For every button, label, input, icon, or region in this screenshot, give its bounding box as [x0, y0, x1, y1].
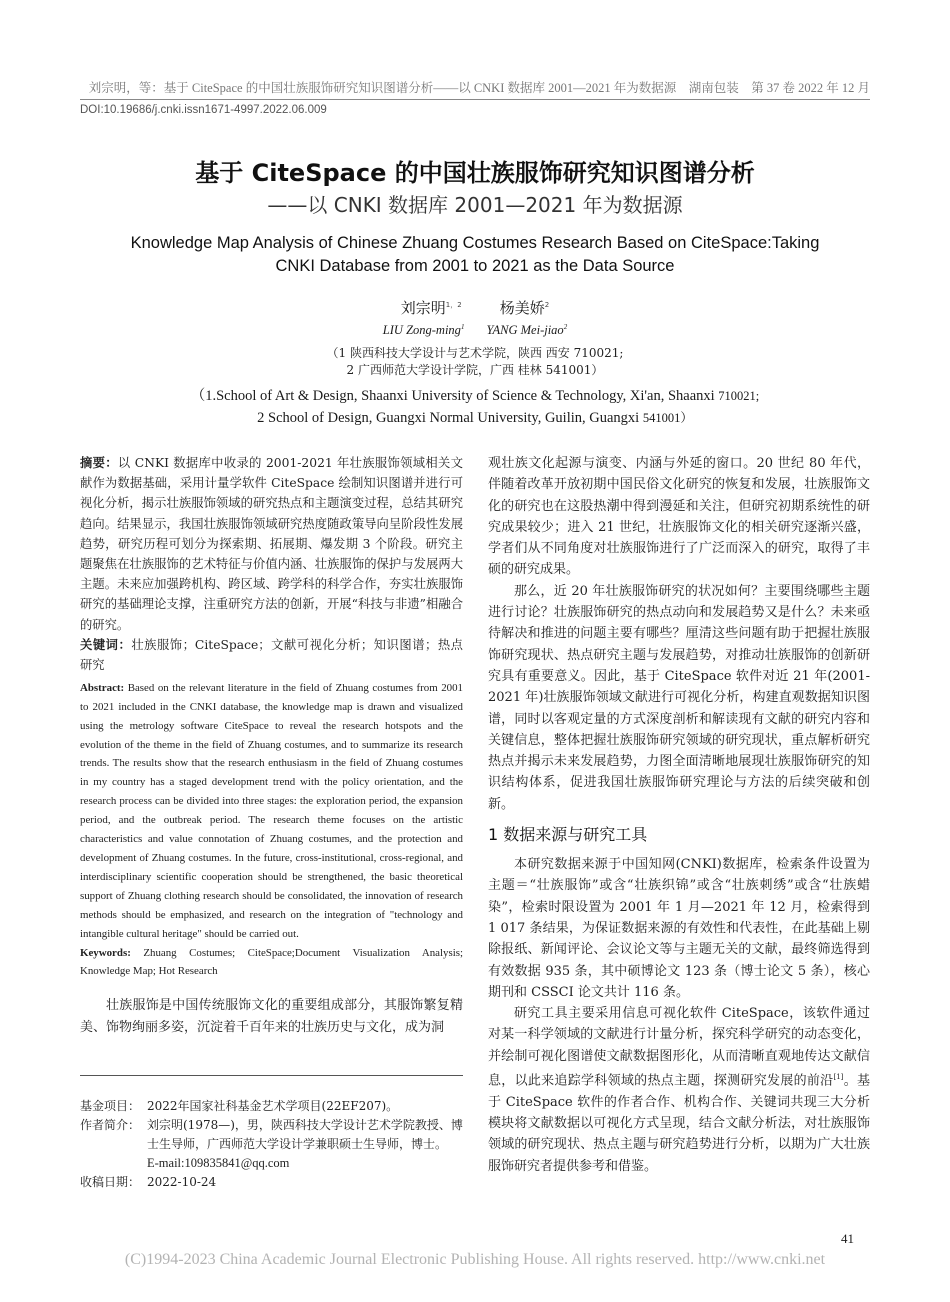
- left-column: [80, 453, 463, 1038]
- affiliation-en-line1-text: （1.School of Art & Design, Shaanxi University of Science & Technology, Xi'an, Shaanxi: [190, 388, 715, 404]
- author1-en-marker: 1: [460, 323, 465, 331]
- abstract-en-label: Abstract:: [80, 681, 125, 694]
- author-email: E-mail:109835841@qq.com: [147, 1156, 290, 1170]
- body-paragraph-4-part1: 研究工具主要采用信息可视化软件 CiteSpace，该软件通过对某一科学领域的文献进行计量分析，探究科学研究的动态变化，并绘制可视化图谱使文献数据图形化，从而清晰直观地传达文献信息，以此来追踪学科领域的热点主题，探测研究发展的前沿: [488, 1006, 870, 1089]
- authors-english: [0, 323, 950, 338]
- author1-name-en: LIU Zong-ming: [382, 323, 461, 338]
- author2-affil-marker: 2: [544, 301, 550, 309]
- affiliation-en-line2: [0, 407, 950, 429]
- footnote: [80, 1097, 465, 1192]
- author-bio-text: 刘宗明(1978—)，男，陕西科技大学设计艺术学院教授、博士生导师，广西师范大学设计学兼职硕士生导师，博士。: [147, 1118, 463, 1151]
- affiliation-en-line2-text: 2 School of Design, Guangxi Normal University, Guilin, Guangxi: [257, 410, 640, 426]
- abstract-cn-label: 摘要：: [80, 456, 118, 470]
- author-bio-label: 作者简介：: [80, 1118, 141, 1132]
- header-rule: [80, 99, 870, 100]
- section-1-heading: 1 数据来源与研究工具: [488, 825, 648, 845]
- authors-chinese: [0, 297, 950, 318]
- running-head: 刘宗明，等：基于 CiteSpace 的中国壮族服饰研究知识图谱分析——以 CNKI 数据库 2001—2021 年为数据源 湖南包装 第 37 卷 2022 年 12 月: [88, 81, 870, 95]
- doi: DOI:10.19686/j.cnki.issn1671-4997.2022.06.009: [80, 104, 327, 116]
- affiliation-cn-line1: （1 陕西科技大学设计与艺术学院，陕西 西安 710021;: [326, 346, 624, 360]
- fund-label: 基金项目：: [80, 1099, 141, 1113]
- title-chinese: 基于 CiteSpace 的中国壮族服饰研究知识图谱分析: [195, 159, 755, 187]
- copyright-watermark: (C)1994-2023 China Academic Journal Electronic Publishing House. All rights reserved. http://www.cnki.net: [124, 1251, 826, 1268]
- intro-paragraph-right: 观壮族文化起源与演变、内涵与外延的窗口。20 世纪 80 年代，伴随着改革开放初期中国民俗文化研究的恢复和发展，壮族服饰文化的研究也在这股热潮中得到漫延和关注，但研究初期系统性的研究成果较少；进入 21 世纪，壮族服饰文化的相关研究逐渐兴盛，学者们从不同角度对壮族服饰进行了广泛而深入的研究，取得了丰硕的研究成果。: [488, 456, 870, 578]
- abstract-cn-text: 以 CNKI 数据库中收录的 2001-2021 年壮族服饰领域相关文献作为数据基础，采用计量学软件 CiteSpace 绘制知识图谱并进行可视化分析，揭示壮族服饰领域的研究热点和主题演变过程，总结其研究趋向。结果显示，我国壮族服饰领域研究热度随政策导向呈阶段性发展趋势，研究历程可划分为探索期、拓展期、爆发期 3 个阶段。研究主题聚焦在壮族服饰的艺术特征与价值内涵、壮族服饰的保护与发展两大主题。未来应加强跨机构、跨区域、跨学科的科学合作，夯实壮族服饰研究的基础理论支撑，注重研究方法的创新，开展“科技与非遗”相融合的研究。: [80, 456, 463, 632]
- right-column: [488, 453, 870, 1177]
- footnote-rule: [80, 1075, 463, 1076]
- keywords-cn-text: 壮族服饰；CiteSpace；文献可视化分析；知识图谱；热点研究: [80, 637, 463, 672]
- keywords-chinese: [80, 635, 463, 675]
- body-paragraph-2: 那么，近 20 年壮族服饰研究的状况如何？主要围绕哪些主题进行讨论？壮族服饰研究的热点动向和发展趋势又是什么？未来亟待解决和推进的问题主要有哪些？厘清这些问题有助于把握壮族服饰研究现状、热点研究主题与发展趋势，对推动壮族服饰的创新研究具有重要意义。因此，基于 CiteSpace 软件对近 21 年(2001-2021 年)壮族服饰领域文献进行可视化分析，构建直观数据知识图谱，同时以客观定量的方式深度剖析和解读现有文献的研究内容和关键信息，整体把握壮族服饰研究领域的研究现状，重点解析研究热点并揭示未来发展趋势，力图全面清晰地展现壮族服饰研究的知识结构体系，促进我国壮族服饰研究理论与方法的后续突破和创新。: [488, 583, 870, 812]
- keywords-english: [80, 944, 463, 982]
- subtitle-chinese: ——以 CNKI 数据库 2001—2021 年为数据源: [267, 193, 683, 217]
- page-number: 41: [841, 1231, 854, 1246]
- abstract-en-text: Based on the relevant literature in the field of Zhuang costumes from 2001 to 2021 included in the CNKI database, the knowledge map is drawn and visualized using the metrology software CiteSpace to reveal the research hotspots and the evolution of the theme in the field of Zhuang costumes, and to summarize its research trends. The results show that the research enthusiasm in the field of Zhuang costumes in my country has a staged development trend with the policy orientation, and the research process can be divided into three stages: the exploration period, the expansion period, and the outbreak period. The research theme focuses on the artistic characteristics and value connotation of Zhuang costumes, and the protection and development of Zhuang costumes. In the future, cross-institutional, cross-regional, and interdisciplinary scientific cooperation should be strengthened, the basic theoretical support of Zhuang clothing research should be consolidated, the innovation of research methods should be emphasized, and research on the integration of "technology and intangible cultural heritage" should be carried out.: [80, 681, 463, 940]
- affiliation-en-line1: [0, 385, 950, 407]
- title-english-line2: CNKI Database from 2001 to 2021 as the Data Source: [275, 257, 675, 275]
- received-date-row: [80, 1173, 465, 1192]
- abstract-english: [80, 679, 463, 944]
- author1-affil-marker: 1，2: [445, 301, 462, 309]
- keywords-en-text: Zhuang Costumes; CiteSpace;Document Visualization Analysis; Knowledge Map; Hot Research: [80, 946, 463, 978]
- affiliations-english: [0, 385, 950, 429]
- affiliation-en-line1-postcode: 710021;: [718, 389, 760, 403]
- body-paragraph-4-part2: 。基于 CiteSpace 软件的作者合作、机构合作、关键词共现三大分析模块将文献数据以可视化方式呈现，结合文献分析法，对壮族服饰领域的研究现状、热点主题与研究趋势进行分析，以期为广大壮族服饰研究者提供参考和借鉴。: [488, 1073, 870, 1174]
- citation-ref-1[interactable]: [1]: [833, 1073, 844, 1082]
- received-date-text: 2022-10-24: [147, 1175, 217, 1189]
- intro-paragraph-left: 壮族服饰是中国传统服饰文化的重要组成部分，其服饰繁复精美、饰物绚丽多姿，沉淀着千百年来的壮族历史与文化，成为洞: [80, 998, 463, 1035]
- keywords-en-label: Keywords:: [80, 946, 131, 959]
- keywords-cn-label: 关键词：: [80, 637, 132, 652]
- affiliation-en-line2-postcode: 541001）: [642, 411, 693, 425]
- abstract-chinese: [80, 453, 463, 635]
- title-english-line1: Knowledge Map Analysis of Chinese Zhuang Costumes Research Based on CiteSpace:Taking: [130, 234, 820, 252]
- fund-row: [80, 1097, 465, 1116]
- received-date-label: 收稿日期：: [80, 1175, 141, 1189]
- title-english: [70, 232, 880, 278]
- author-bio-row: [80, 1116, 465, 1173]
- author2-name: 杨美娇: [499, 299, 545, 317]
- body-paragraph-4: [488, 1003, 870, 1177]
- affiliations-chinese: [0, 345, 950, 379]
- author1-name: 刘宗明: [400, 299, 446, 317]
- body-paragraph-3: 本研究数据来源于中国知网(CNKI)数据库，检索条件设置为主题＝“壮族服饰”或含“壮族织锦”或含“壮族刺绣”或含“壮族蜡染”，检索时限设置为 2001 年 1 月—2021 年 12 月，检索得到 1 017 条结果，为保证数据来源的有效性和代表性，在此基础上剔除报纸、新闻评论、会议论文等与主题无关的文献，最终筛选得到有效数据 935 条，其中硕博论文 123 条（博士论文 5 条），核心期刊和 CSSCI 论文共计 116 条。: [488, 857, 870, 1000]
- affiliation-cn-line2: 2 广西师范大学设计学院，广西 桂林 541001）: [346, 363, 604, 377]
- fund-text: 2022年国家社科基金艺术学项目(22EF207)。: [147, 1099, 399, 1113]
- author2-name-en: YANG Mei-jiao: [486, 323, 564, 338]
- author2-en-marker: 2: [563, 323, 568, 331]
